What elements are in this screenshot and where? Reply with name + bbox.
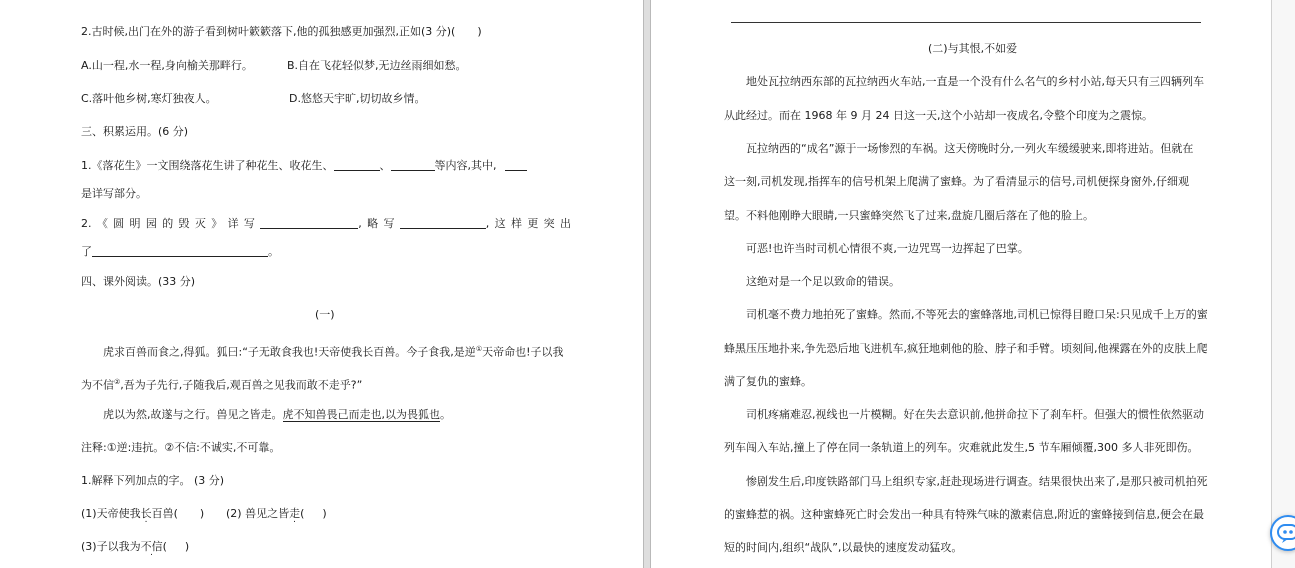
reading-question-1-item-2: (2) 兽见之皆走( ) <box>226 507 327 520</box>
section-3-question-1-line-2: 是详写部分。 <box>81 187 147 200</box>
footnote: 注释:①逆:违抗。②不信:不诚实,不可靠。 <box>81 441 281 454</box>
answer-blank[interactable] <box>505 160 527 171</box>
reading-question-1-heading: 1.解释下列加点的字。 (3 分) <box>81 474 225 487</box>
option-a: A.山一程,水一程,身向榆关那畔行。 <box>81 59 253 72</box>
text-line: 这绝对是一个足以致命的错误。 <box>746 275 900 288</box>
reading-2-title: (二)与其恨,不如爱 <box>928 42 1018 55</box>
reading-1-paragraph-1-line-2: 为不信②,吾为子先行,子随我后,观百兽之见我而敢不走乎?” <box>81 378 363 392</box>
text-line: 瓦拉纳西的“成名”源于一场惨烈的车祸。这天傍晚时分,一列火车缓缓驶来,即将进站。但就在 <box>746 142 1194 155</box>
answer-blank[interactable] <box>391 160 435 171</box>
answer-blank[interactable] <box>400 218 486 229</box>
answer-blank[interactable] <box>260 218 358 229</box>
answer-blank[interactable] <box>334 160 380 171</box>
section-3-heading: 三、积累运用。(6 分) <box>81 125 189 138</box>
option-d: D.悠悠天宇旷,切切故乡情。 <box>289 92 426 105</box>
chat-bot-icon <box>1276 522 1295 544</box>
text-line: 满了复仇的蜜蜂。 <box>724 375 812 388</box>
viewer-scroll-region[interactable] <box>1271 0 1295 568</box>
footnote-marker-1: ① <box>475 345 483 353</box>
footnote-marker-2: ② <box>114 378 121 386</box>
text-line: 短的时间内,组织“战队”,以最快的速度发动猛攻。 <box>724 541 963 554</box>
text-line: 从此经过。而在 1968 年 9 月 24 日这一天,这个小站却一夜成名,令整个印度为之震惊。 <box>724 109 1153 122</box>
text-line: 望。不料他刚睁大眼睛,一只蜜蜂突然飞了过来,盘旋几圈后落在了他的脸上。 <box>724 209 1094 222</box>
reading-question-1-item-1: (1)天帝使我长百兽( ) <box>81 507 205 520</box>
option-b: B.自在飞花轻似梦,无边丝雨细如愁。 <box>287 59 467 72</box>
section-3-question-2-line-2: 了 。 <box>81 245 279 258</box>
text-line: 这一刻,司机发现,指挥车的信号机架上爬满了蜜蜂。为了看清显示的信号,司机便探身窗外,仔细观 <box>724 175 1189 188</box>
text-line: 司机毫不费力地拍死了蜜蜂。然而,不等死去的蜜蜂落地,司机已惊得目瞪口呆:只见成千上万的蜜 <box>746 308 1208 321</box>
text-line: 可恶!也许当时司机心情很不爽,一边咒骂一边挥起了巴掌。 <box>746 242 1029 255</box>
reading-1-paragraph-2: 虎以为然,故遂与之行。兽见之皆走。虎不知兽畏己而走也,以为畏狐也。 <box>103 408 451 421</box>
option-c: C.落叶他乡树,寒灯独夜人。 <box>81 92 217 105</box>
underlined-sentence: 虎不知兽畏己而走也,以为畏狐也 <box>282 408 440 421</box>
text-line: 地处瓦拉纳西东部的瓦拉纳西火车站,一直是一个没有什么名气的乡村小站,每天只有三四辆列车 <box>746 75 1204 88</box>
page-gutter <box>643 0 651 568</box>
text-line: 惨剧发生后,印度铁路部门马上组织专家,赶赴现场进行调查。结果很快出来了,是那只被司机拍死 <box>746 475 1208 488</box>
text-line: 的蜜蜂惹的祸。这种蜜蜂死亡时会发出一种具有特殊气味的激素信息,附近的蜜蜂接到信息,便会在最 <box>724 508 1204 521</box>
reading-question-1-item-3: (3)子以我为不信( ) <box>81 540 190 553</box>
text-line: 司机疼痛难忍,视线也一片模糊。好在失去意识前,他拼命拉下了刹车杆。但强大的惯性依然驱动 <box>746 408 1204 421</box>
document-page-left <box>0 0 643 568</box>
section-3-question-2: 2.《圆明园的毁灭》详写 ,略写 ,这样更突出 <box>81 217 572 230</box>
reading-1-paragraph-1-line-1: 虎求百兽而食之,得狐。狐曰:“子无敢食我也!天帝使我长百兽。今子食我,是逆①天帝命也!子以我 <box>103 345 564 359</box>
question-2: 2.古时候,出门在外的游子看到树叶簌簌落下,他的孤独感更加强烈,正如(3 分)( ) <box>81 25 482 38</box>
reading-1-title: (一) <box>315 308 335 321</box>
question-2-text: 2.古时候,出门在外的游子看到树叶簌簌落下,他的孤独感更加强烈,正如(3 分)( <box>81 25 456 38</box>
section-3-question-1: 1.《落花生》一文围绕落花生讲了种花生、收花生、 、 等内容,其中, <box>81 159 527 173</box>
answer-blank[interactable] <box>92 246 268 257</box>
section-4-heading: 四、课外阅读。(33 分) <box>81 275 196 288</box>
cropped-previous-line <box>88 0 268 3</box>
text-line: 列车闯入车站,撞上了停在同一条轨道上的列车。灾难就此发生,5 节车厢倾覆,300 多人非死即伤。 <box>724 441 1199 454</box>
document-page-right <box>651 0 1271 568</box>
text-line: 蜂黑压压地扑来,争先恐后地飞进机车,疯狂地刺他的脸、脖子和手臂。顷刻间,他裸露在外的皮肤上爬 <box>724 342 1208 355</box>
header-rule <box>731 22 1201 23</box>
